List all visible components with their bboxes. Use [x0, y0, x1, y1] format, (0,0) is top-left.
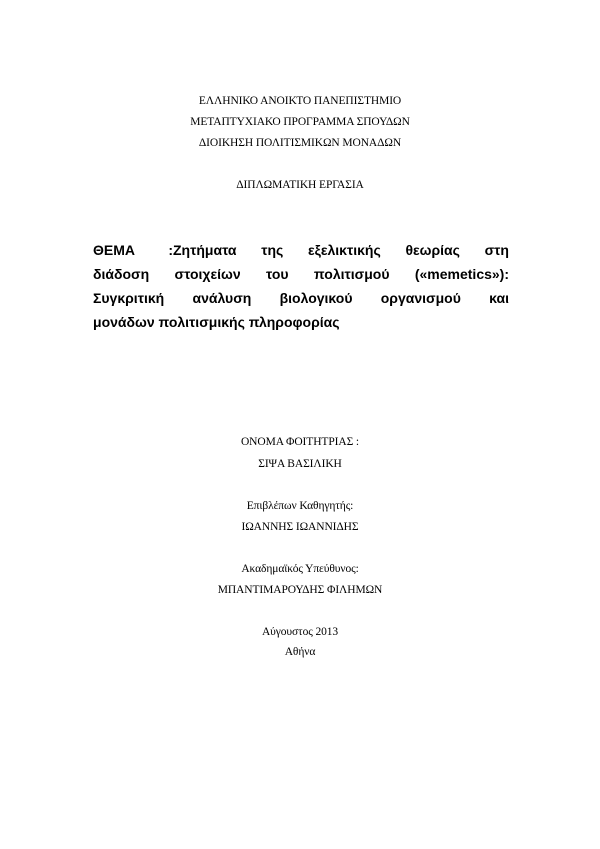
thesis-subject [93, 238, 509, 334]
city: Αθήνα [284, 646, 316, 658]
subject-label: ΘΕΜΑ : [93, 242, 173, 258]
academic-responsible-label: Ακαδημαϊκός Υπεύθυνος: [241, 563, 359, 575]
university-name: ΕΛΛΗΝΙΚΟ ΑΝΟΙΚΤΟ ΠΑΝΕΠΙΣΤΗΜΙΟ [198, 95, 402, 107]
academic-responsible-name: ΜΠΑΝΤΙΜΑΡΟΥΔΗΣ ΦΙΛΗΜΩΝ [217, 584, 383, 596]
student-name: ΣΙΨΑ ΒΑΣΙΛΙΚΗ [258, 458, 342, 470]
supervisor-name: ΙΩΑΝΝΗΣ ΙΩΑΝΝΙΔΗΣ [241, 521, 359, 533]
subject-line-1 [93, 238, 509, 262]
subject-text-1: Ζητήματα της εξελικτικής θεωρίας στη [173, 242, 509, 258]
program-name: ΜΕΤΑΠΤΥΧΙΑΚΟ ΠΡΟΓΡΑΜΜΑ ΣΠΟΥΔΩΝ [190, 116, 410, 128]
subject-line-3: Συγκριτική ανάλυση βιολογικού οργανισμού και [93, 290, 509, 306]
subject-line-4: μονάδων πολιτισμικής πληροφορίας [93, 314, 340, 330]
department-name: ΔΙΟΙΚΗΣΗ ΠΟΛΙΤΙΣΜΙΚΩΝ ΜΟΝΑΔΩΝ [198, 137, 402, 149]
subject-line-2: διάδοση στοιχείων του πολιτισμού («memetics»): [93, 266, 509, 282]
date: Αύγουστος 2013 [261, 626, 339, 638]
document-type: ΔΙΠΛΩΜΑΤΙΚΗ ΕΡΓΑΣΙΑ [236, 179, 364, 191]
supervisor-label: Επιβλέπων Καθηγητής: [246, 500, 354, 512]
student-label: ΟΝΟΜΑ ΦΟΙΤΗΤΡΙΑΣ : [240, 436, 360, 448]
